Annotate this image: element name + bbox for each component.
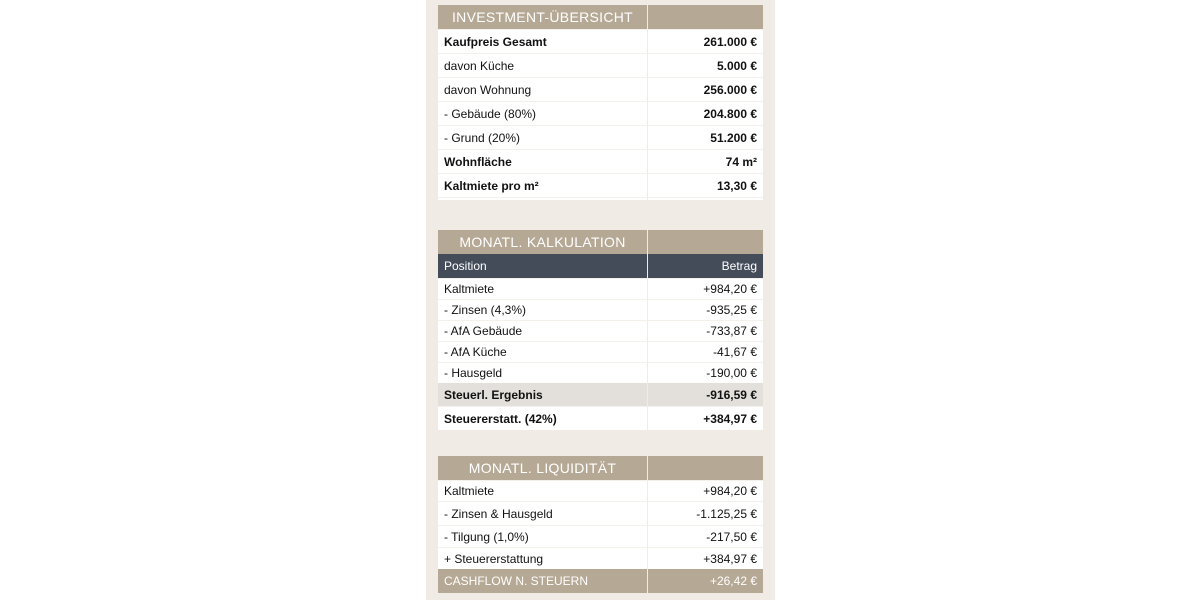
kalkulation-row-value: -190,00 € (647, 362, 763, 383)
investment-row-value: 13,30 € (647, 173, 763, 197)
kalkulation-row-value: -41,67 € (647, 341, 763, 362)
kalkulation-row-label: - Zinsen (4,3%) (438, 299, 647, 320)
liquiditaet-row-value: -217,50 € (647, 525, 763, 547)
column-header-position: Position (438, 254, 647, 278)
investment-table (438, 5, 763, 200)
kalkulation-title: MONATL. KALKULATION (438, 230, 647, 254)
liquiditaet-row-label: + Steuererstattung (438, 547, 647, 569)
investment-panel (426, 0, 775, 600)
kalkulation-row-label: Kaltmiete (438, 278, 647, 299)
cashflow-label: CASHFLOW N. STEUERN (438, 569, 647, 593)
investment-row-label: Kaltmiete pro m² (438, 173, 647, 197)
liquiditaet-title: MONATL. LIQUIDITÄT (438, 456, 647, 480)
investment-row-value: 5.000 € (647, 53, 763, 77)
steuererstatt-value: +384,97 € (647, 406, 763, 430)
investment-row-label: - Grund (20%) (438, 125, 647, 149)
steuerl-ergebnis-label: Steuerl. Ergebnis (438, 383, 647, 406)
liquiditaet-row-value: +384,97 € (647, 547, 763, 569)
steuerl-ergebnis-value: -916,59 € (647, 383, 763, 406)
liquiditaet-row-label: - Zinsen & Hausgeld (438, 501, 647, 525)
liquiditaet-row-label: Kaltmiete (438, 480, 647, 501)
investment-row-label: davon Küche (438, 53, 647, 77)
investment-row-label: - Gebäude (80%) (438, 101, 647, 125)
kalkulation-row-value: +984,20 € (647, 278, 763, 299)
investment-row-label: Kaufpreis Gesamt (438, 29, 647, 53)
investment-row-value: 256.000 € (647, 77, 763, 101)
investment-row-value: 51.200 € (647, 125, 763, 149)
liquiditaet-row-value: -1.125,25 € (647, 501, 763, 525)
kalkulation-row-value: -733,87 € (647, 320, 763, 341)
kalkulation-row-value: -935,25 € (647, 299, 763, 320)
column-header-betrag: Betrag (647, 254, 763, 278)
investment-row-label: davon Wohnung (438, 77, 647, 101)
steuererstatt-label: Steuererstatt. (42%) (438, 406, 647, 430)
kalkulation-table (438, 230, 763, 430)
investment-row-label: Wohnfläche (438, 149, 647, 173)
investment-row-value: 261.000 € (647, 29, 763, 53)
liquiditaet-table (438, 456, 763, 593)
kalkulation-row-label: - AfA Gebäude (438, 320, 647, 341)
investment-row-value: 74 m² (647, 149, 763, 173)
cashflow-value: +26,42 € (647, 569, 763, 593)
liquiditaet-row-value: +984,20 € (647, 480, 763, 501)
investment-row-value: 204.800 € (647, 101, 763, 125)
investment-title: INVESTMENT-ÜBERSICHT (438, 5, 647, 29)
kalkulation-row-label: - AfA Küche (438, 341, 647, 362)
liquiditaet-row-label: - Tilgung (1,0%) (438, 525, 647, 547)
kalkulation-row-label: - Hausgeld (438, 362, 647, 383)
